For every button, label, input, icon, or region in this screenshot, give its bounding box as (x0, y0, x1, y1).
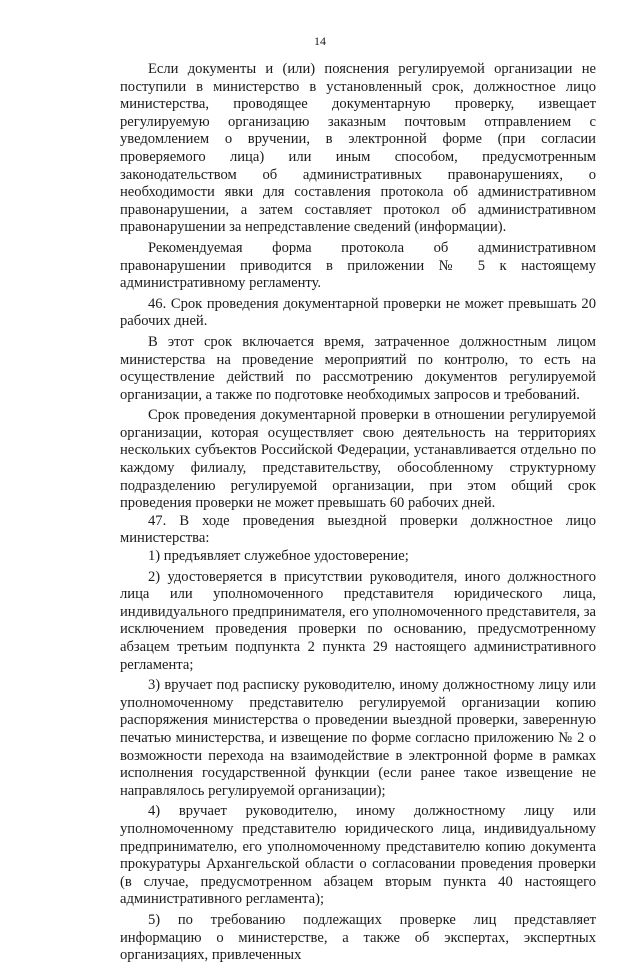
paragraph-item-47: 47. В ходе проведения выездной проверки должностное лицо министерства: (120, 512, 596, 547)
paragraph-protocol-form: Рекомендуемая форма протокола об административном правонарушении приводится в приложении № 5 к настоящему административному регламенту. (120, 239, 596, 292)
list-item-3: 3) вручает под расписку руководителю, иному должностному лицу или уполномоченному представителю регулируемой организации копию распоряжения министерства о проведении выездной проверки, заверенную печатью министерства, и извещение по форме согласно приложению № 2 о возможности перехода на взаимодействие в электронной форме в рамках исполнения государственной функции (если ранее такое извещение не направлялось регулируемой организации); (120, 677, 596, 799)
document-body (120, 61, 596, 965)
paragraph-item-46: 46. Срок проведения документарной проверки не может превышать 20 рабочих дней. (120, 295, 596, 330)
list-item-5: 5) по требованию подлежащих проверке лиц представляет информацию о министерстве, а также об экспертах, экспертных организациях, привлеченных (120, 911, 596, 964)
paragraph-multiple-regions: Срок проведения документарной проверки в отношении регулируемой организации, которая осуществляет свою деятельность на территориях нескольких субъектов Российской Федерации, устанавливается отдельно по каждому филиалу, представительству, обособленному структурному подразделению регулируемой организации, при этом общий срок проведения проверки не может превышать 60 рабочих дней. (120, 407, 596, 512)
page-number: 14 (314, 34, 326, 48)
paragraph-time-included: В этот срок включается время, затраченное должностным лицом министерства на проведение мероприятий по контролю, то есть на осуществление действий по рассмотрению документов регулируемой организации, а также по подготовке необходимых запросов и требований. (120, 333, 596, 403)
list-item-4: 4) вручает руководителю, иному должностному лицу или уполномоченному представителю юридического лица, индивидуальному предпринимателю, его уполномоченному представителю копию документа прокуратуры Архангельской области о согласовании проведения проверки (в случае, предусмотренном абзацем вторым пункта 40 настоящего административного регламента); (120, 803, 596, 908)
paragraph-documents-not-received: Если документы и (или) пояснения регулируемой организации не поступили в министерство в установленный срок, должностное лицо министерства, проводящее документарную проверку, извещает регулируемую организацию заказным почтовым отправлением с уведомлением о вручении, в электронной форме (при согласии проверяемого лица) или иным способом, предусмотренным законодательством об административных правонарушениях, о необходимости явки для составления протокола об административном правонарушении, а затем составляет протокол об административном правонарушении за непредставление сведений (информации). (120, 61, 596, 236)
list-item-2: 2) удостоверяется в присутствии руководителя, иного должностного лица или уполномоченного представителя юридического лица, индивидуального предпринимателя, его уполномоченного представителя, за исключением проведения проверки по основанию, предусмотренному абзацем третьим подпункта 2 пункта 29 настоящего административного регламента; (120, 568, 596, 673)
list-item-1: 1) предъявляет служебное удостоверение; (148, 548, 409, 565)
